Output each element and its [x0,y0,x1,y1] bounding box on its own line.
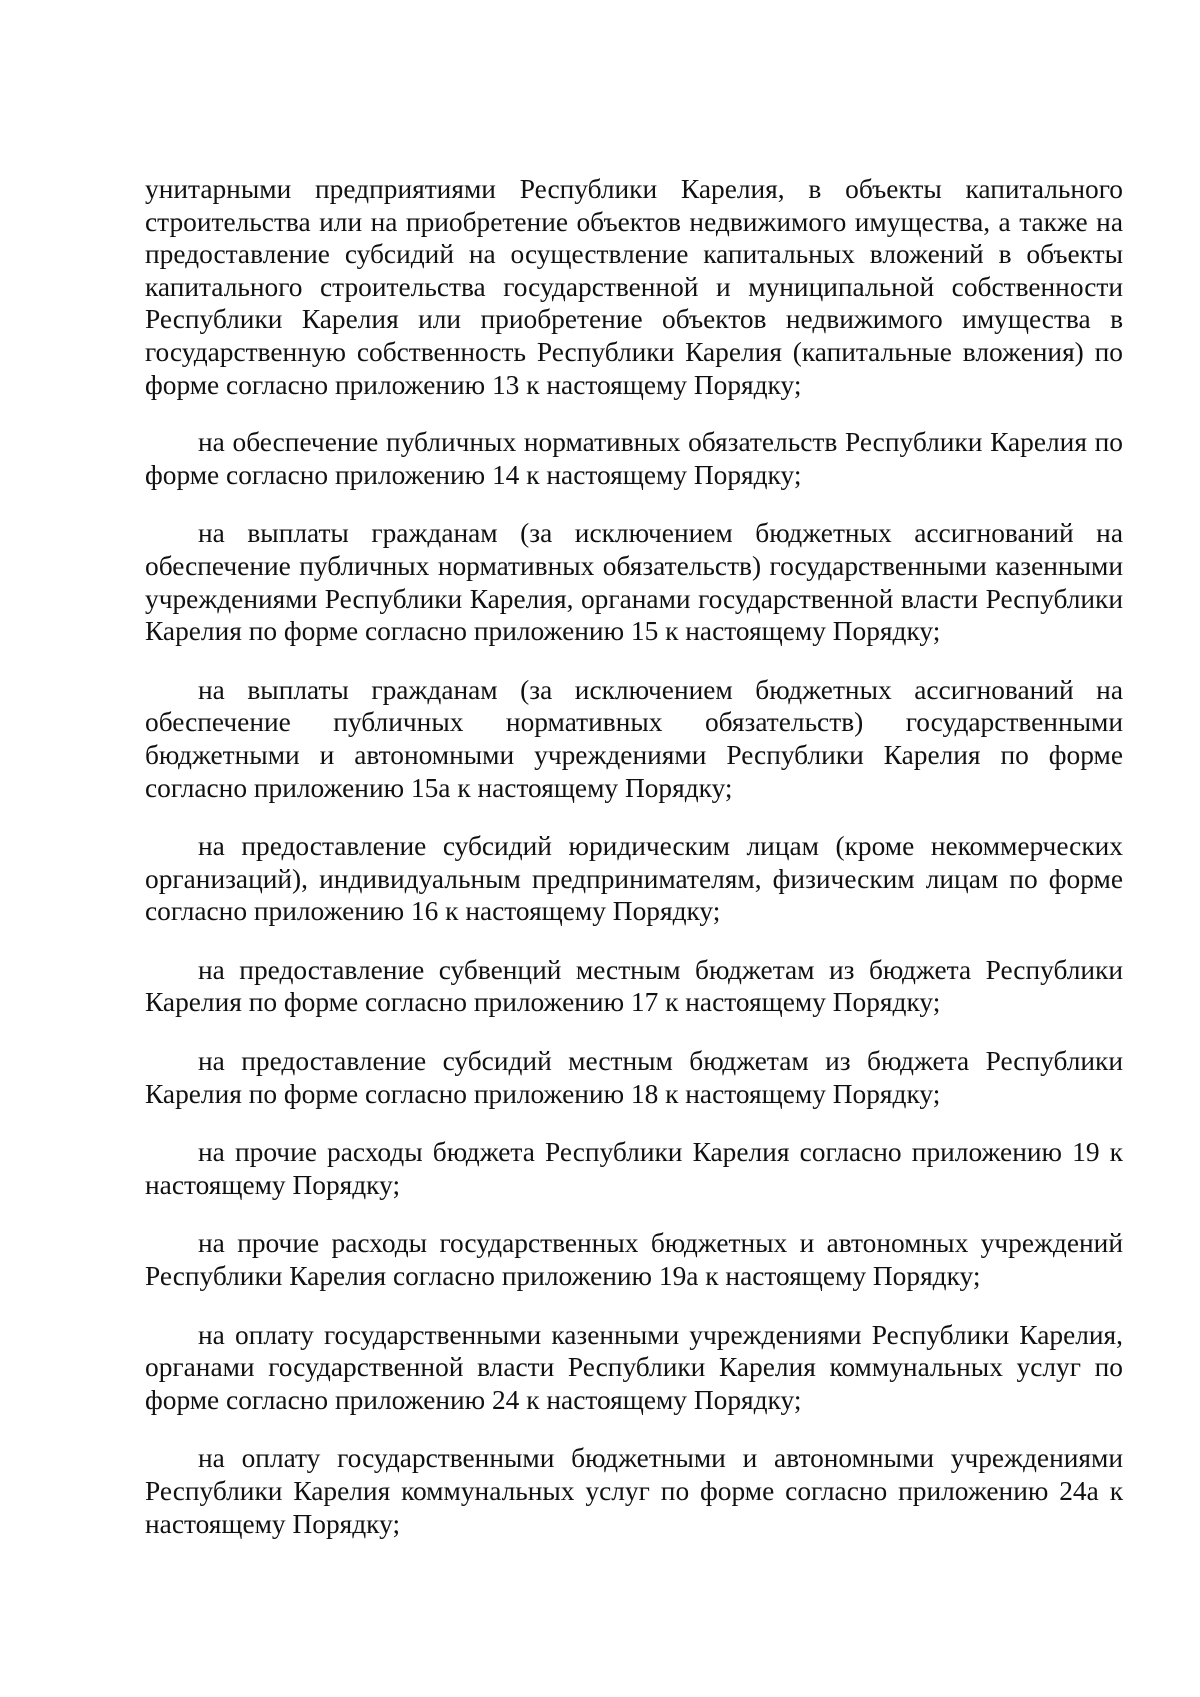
paragraph-public-obligations: на обеспечение публичных нормативных обязательств Республики Карелия по форме согласно приложению 14 к настоящему Порядку; [145,427,1123,490]
paragraph-legal-entities-subsidies: на предоставление субсидий юридическим лицам (кроме некоммерческих организаций), индивидуальным предпринимателям, физическим лицам по форме согласно приложению 16 к настоящему Порядку; [145,831,1123,927]
paragraph-payments-budget-autonomous: на выплаты гражданам (за исключением бюджетных ассигнований на обеспечение публичных нормативных обязательств) государственными бюджетными и автономными учреждениями Республики Карелия по форме согласно приложению 15а к настоящему Порядку; [145,674,1123,803]
paragraph-local-subsidies: на предоставление субсидий местным бюджетам из бюджета Республики Карелия по форме согласно приложению 18 к настоящему Порядку; [145,1046,1123,1109]
document-body [145,173,1123,1566]
paragraph-local-subventions: на предоставление субвенций местным бюджетам из бюджета Республики Карелия по форме согласно приложению 17 к настоящему Порядку; [145,954,1123,1018]
paragraph-payments-state-institutions: на выплаты гражданам (за исключением бюджетных ассигнований на обеспечение публичных нормативных обязательств) государственными казенными учреждениями Республики Карелия, органами государственной власти Республики Карелия по форме согласно приложению 15 к настоящему Порядку; [145,518,1123,647]
paragraph-utilities-government: на оплату государственными казенными учреждениями Республики Карелия, органами государственной власти Республики Карелия коммунальных услуг по форме согласно приложению 24 к настоящему Порядку; [145,1319,1123,1415]
paragraph-capital-investments: унитарными предприятиями Республики Карелия, в объекты капитального строительства или на приобретение объектов недвижимого имущества, а также на предоставление субсидий на осуществление капитальных вложений в объекты капитального строительства государственной и муниципальной собственности Республики Карелия или приобретение объектов недвижимого имущества в государственную собственность Республики Карелия (капитальные вложения) по форме согласно приложению 13 к настоящему Порядку; [145,174,1123,400]
paragraph-other-budget-expenses: на прочие расходы бюджета Республики Карелия согласно приложению 19 к настоящему Порядку; [145,1137,1123,1200]
paragraph-utilities-budget-autonomous: на оплату государственными бюджетными и автономными учреждениями Республики Карелия коммунальных услуг по форме согласно приложению 24а к настоящему Порядку; [145,1443,1123,1539]
paragraph-other-institution-expenses: на прочие расходы государственных бюджетных и автономных учреждений Республики Карелия согласно приложению 19а к настоящему Порядку; [145,1228,1123,1292]
